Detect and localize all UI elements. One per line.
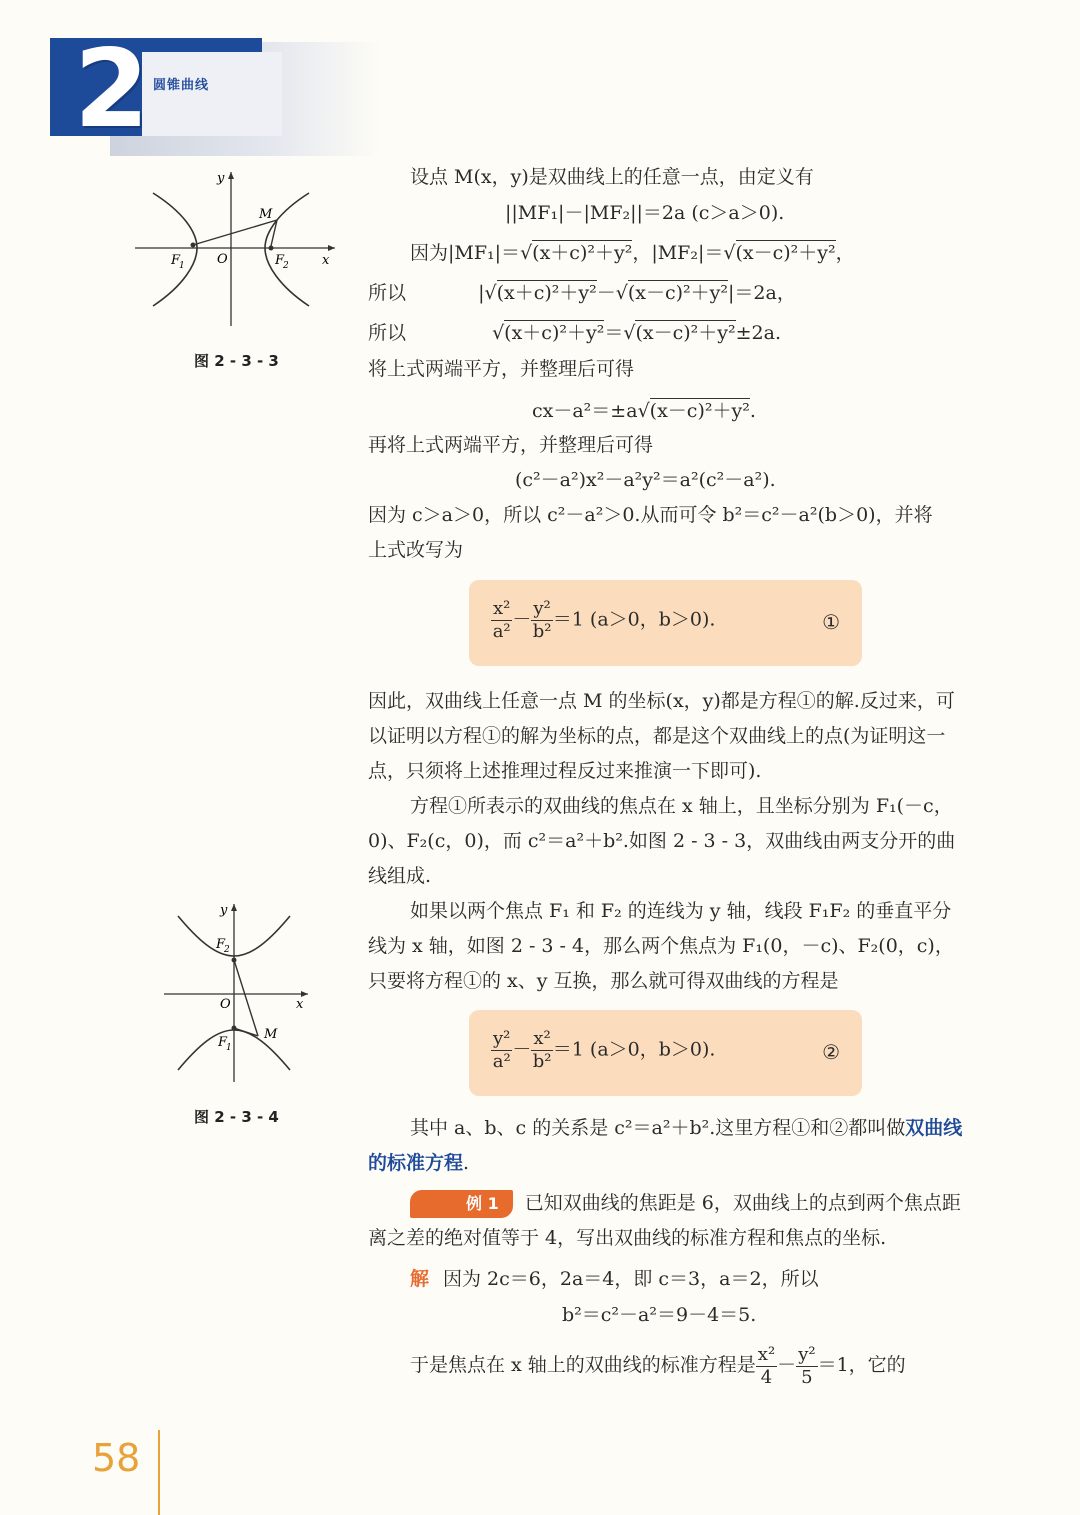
solution-line [410,1264,819,1294]
l5-sqrt-2: (x－c)²＋y² [635,322,736,344]
formula-box-1 [469,580,862,666]
fraction-y2-b2: $\frac{\text{y²}}{\text{b²}}$ [532,598,552,642]
fig1-f1-sub: 1 [179,261,185,271]
l3-part-c: ，|MF₂|＝ [632,242,724,264]
fraction-x2-a2: $\frac{\text{x²}}{\text{a²}}$ [492,598,511,642]
l4-sqrt-1: (x＋c)²＋y² [496,282,597,304]
l4-part-a: | [478,282,485,304]
l5-part-b: ＝ [604,322,624,344]
paragraph-5: 其中 a、b、c 的关系是 c²＝a²＋b².这里方程①和②都叫做双曲线的标准方程. [368,1117,963,1174]
l5-sqrt-1: (x＋c)²＋y² [504,322,605,344]
fig1-m-label: M [259,207,273,222]
fig1-f1-label: F [171,253,181,268]
example-badge: 例 1 [410,1190,513,1218]
l7-part-a: cx－a²＝±a [532,400,638,422]
l3-part-a: 因为|MF₁|＝ [410,242,521,264]
text-line-3: 因为|MF₁|＝√(x＋c)²＋y²，|MF₂|＝√(x－c)²＋y²， [410,242,855,264]
fig2-m-label: M [264,1027,278,1042]
l5-part-d: ±2a. [735,322,781,344]
fig2-f1-label: F [218,1035,228,1050]
hyperbola-x-axis-diagram [135,168,345,328]
l7-sqrt: (x－c)²＋y² [649,400,750,422]
paragraph-2: 因此，双曲线上任意一点 M 的坐标(x，y)都是方程①的解.反过来，可以证明以方程①的解为坐标的点，都是这个双曲线上的点(为证明这一点，只须将上述推理过程反过来推演一下即可). [368,690,955,782]
chapter-number: 2 [74,27,150,152]
fig1-origin-label: O [217,252,228,267]
fig2-f1-sub: 1 [226,1043,232,1053]
text-line-1: 设点 M(x，y)是双曲线上的任意一点，由定义有 [410,166,814,188]
equation-squared: cx－a²＝±a√(x－c)²＋y². [532,400,756,422]
fig1-y-label: y [217,171,225,186]
header-light-band [142,52,282,136]
text-line-5: 所以 √(x＋c)²＋y²＝√(x－c)²＋y²±2a. [368,322,781,344]
chapter-title: 圆锥曲线 [153,78,210,93]
l4-part-e: |＝2a， [728,282,796,304]
l5-label: 所以 [368,322,407,344]
text-line-6: 将上式两端平方，并整理后可得 [368,358,635,380]
equation-number-2: ② [822,1040,840,1064]
l7-part-c: . [749,400,756,422]
paragraph-3: 方程①所表示的双曲线的焦点在 x 轴上，且坐标分别为 F₁(－c，0)、F₂(c，0)，而 c²＝a²＋b².如图 2 - 3 - 3，双曲线由两支分开的曲线组成. [368,795,956,887]
equation-definition: ||MF₁|－|MF₂||＝2a (c＞a＞0). [505,202,785,224]
equation-squared-again: (c²－a²)x²－a²y²＝a²(c²－a²). [515,469,776,491]
example-text: 已知双曲线的焦距是 6，双曲线上的点到两个焦点距离之差的绝对值等于 4，写出双曲线的标准方程和焦点的坐标. [368,1192,961,1249]
paragraph-4: 如果以两个焦点 F₁ 和 F₂ 的连线为 y 轴，线段 F₁F₂ 的垂直平分线为 x 轴，如图 2 - 3 - 4，那么两个焦点为 F₁(0，－c)、F₂(0，c)，只要将方程①的 x、y 互换，那么就可得双曲线的方程是 [368,900,954,992]
text-line-8: 再将上式两端平方，并整理后可得 [368,434,654,456]
figure-2-3-3 [135,168,345,328]
standard-equation-2: $\frac{\text{y²}}{\text{a²}}$ － $\frac{\text{x²}}{\text{b²}}$ ＝1 (a＞0，b＞0). [492,1028,716,1072]
solution-label: 解 [410,1268,430,1290]
fig2-f2-sub: 2 [224,945,230,955]
fraction-x2-b2: $\frac{\text{x²}}{\text{b²}}$ [532,1028,552,1072]
formula-box-2 [469,1010,862,1096]
fig2-y-label: y [220,903,228,918]
equation-number-1: ① [822,610,840,634]
page-number: 58 [92,1436,141,1480]
fraction-y2-5: $\frac{\text{y²}}{5}$ [798,1343,816,1388]
l3-sqrt-1: (x＋c)²＋y² [532,242,633,264]
fig1-x-label: x [322,253,330,268]
last-line: 于是焦点在 x 轴上的双曲线的标准方程是 $\frac{\text{x²}}{4}$ － $\frac{\text{y²}}{5}$ ＝1，它的 [410,1343,906,1388]
figure-2-3-4-caption: 图 2 - 3 - 4 [194,1108,279,1126]
text-line-4: 所以 |√(x＋c)²＋y²－√(x－c)²＋y²|＝2a， [368,282,796,304]
fig1-f2-label: F [275,253,285,268]
fig2-origin-label: O [220,997,231,1012]
text-line-10: 因为 c＞a＞0，所以 c²－a²＞0.从而可令 b²＝c²－a²(b＞0)，并将 [368,504,933,526]
term-standard-equation: 双曲线的标准方程 [368,1117,963,1174]
figure-2-3-4 [160,898,320,1084]
fig2-x-label: x [296,997,304,1012]
page-number-rule [158,1430,160,1515]
fraction-x2-4: $\frac{\text{x²}}{4}$ [757,1343,776,1388]
text-line-11: 上式改写为 [368,539,464,561]
solution-text: 因为 2c＝6，2a＝4，即 c＝3，a＝2，所以 [443,1268,819,1290]
example-1 [368,1186,968,1256]
fraction-y2-a2: $\frac{\text{y²}}{\text{a²}}$ [492,1028,511,1072]
figure-2-3-3-caption: 图 2 - 3 - 3 [194,352,279,370]
fig1-f2-sub: 2 [283,261,289,271]
l4-sqrt-2: (x－c)²＋y² [627,282,729,304]
solution-equation: b²＝c²－a²＝9－4＝5. [562,1304,757,1326]
chapter-header [50,27,330,158]
hyperbola-y-axis-diagram [160,898,320,1084]
fig2-f2-label: F [216,937,226,952]
l3-sqrt-2: (x－c)²＋y² [735,242,836,264]
l3-part-e: ， [835,242,855,264]
standard-equation-1: $\frac{\text{x²}}{\text{a²}}$ － $\frac{\text{y²}}{\text{b²}}$ ＝1 (a＞0，b＞0). [492,598,716,642]
l4-label: 所以 [368,282,407,304]
l4-part-c: － [596,282,616,304]
